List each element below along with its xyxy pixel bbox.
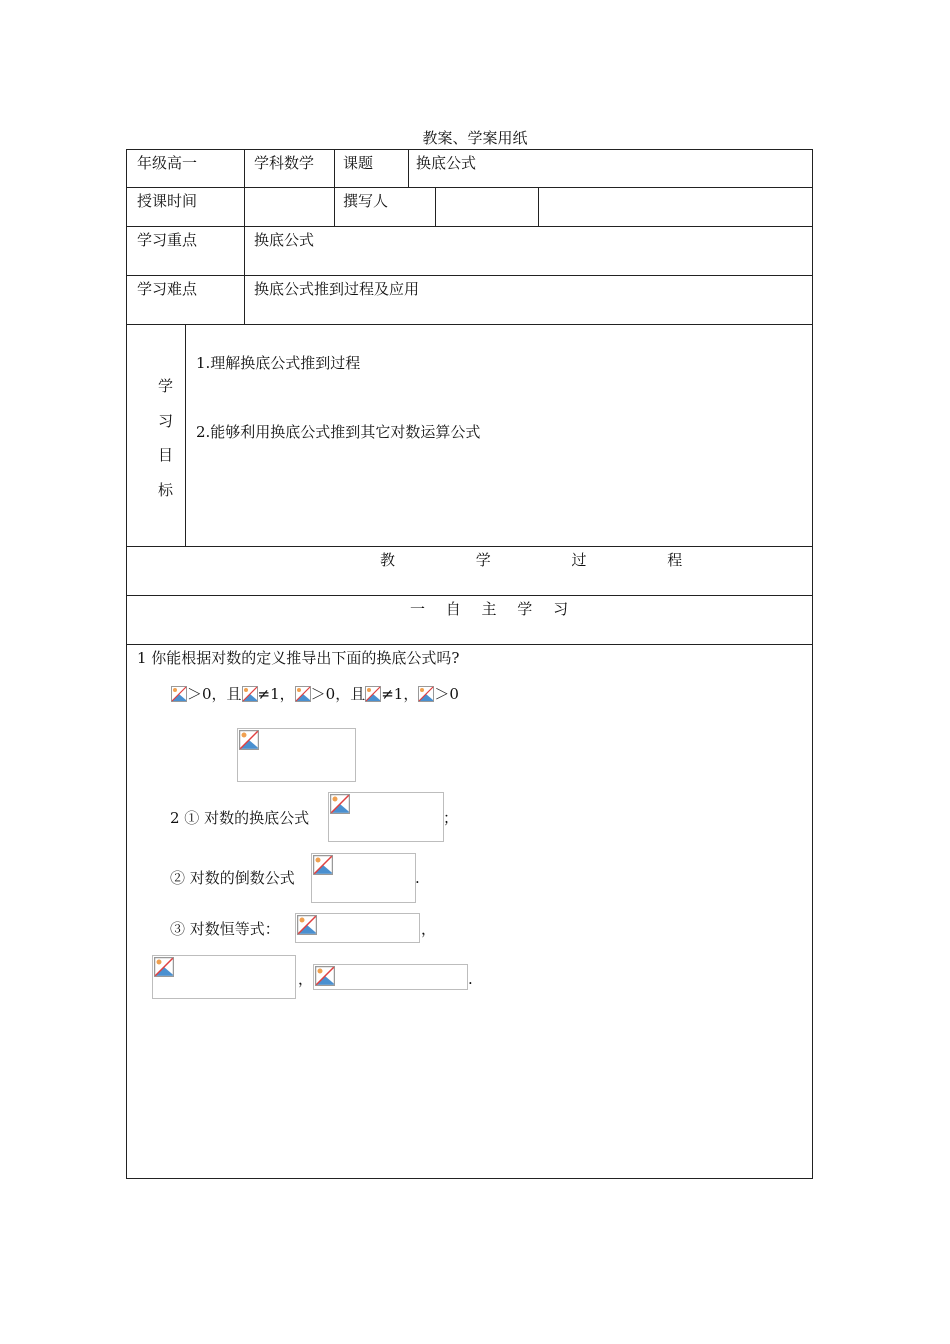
broken-image-icon: [295, 686, 311, 702]
col-divider: [435, 187, 436, 227]
formula-image: [328, 792, 444, 842]
objectives-label-char: 目: [158, 446, 174, 464]
item4-suffix: ，: [421, 920, 437, 938]
condition-text: ＞0，且: [187, 685, 242, 703]
item2-suffix: ；: [443, 809, 459, 827]
key-value: 换底公式: [254, 231, 315, 249]
broken-image-icon: [239, 730, 255, 746]
topic-label: 课题: [343, 154, 374, 172]
broken-image-icon: [418, 686, 434, 702]
item5-comma: ，: [298, 970, 314, 988]
broken-image-icon: [330, 794, 346, 810]
table-border-left: [126, 149, 127, 1179]
item3-suffix: .: [415, 869, 420, 887]
table-border-right: [812, 149, 813, 1179]
objectives-label-char: 学: [158, 377, 174, 395]
broken-image-icon: [242, 686, 258, 702]
objectives-label-char: 标: [158, 481, 174, 499]
objective-item: 2.能够利用换底公式推到其它对数运算公式: [196, 423, 481, 441]
formula-image: [152, 955, 296, 999]
table-border-top: [126, 149, 813, 150]
broken-image-icon: [315, 966, 331, 982]
table-border-bottom: [126, 1178, 813, 1179]
subsection-heading: [410, 599, 576, 619]
formula-image: [295, 913, 420, 943]
row-divider: [126, 275, 813, 276]
time-label: 授课时间: [137, 192, 198, 210]
row-divider: [126, 595, 813, 596]
row-divider: [126, 644, 813, 645]
condition-text: ≠1，: [257, 685, 295, 703]
item3-prefix: ② 对数的倒数公式: [170, 869, 295, 887]
key-label: 学习重点: [137, 231, 198, 249]
section-heading: [380, 550, 720, 570]
formula-image: [313, 964, 468, 990]
item5-period: .: [468, 970, 473, 988]
row-divider: [126, 324, 813, 325]
broken-image-icon: [313, 855, 329, 871]
col-divider: [244, 149, 245, 325]
topic-value: 换底公式: [416, 154, 477, 172]
question-text: 1 你能根据对数的定义推导出下面的换底公式吗?: [137, 649, 460, 667]
formula-image: [237, 728, 356, 782]
formula-image: [311, 853, 416, 903]
conditions-line: [171, 684, 459, 704]
row-divider: [126, 226, 813, 227]
page-title: 教案、学案用纸: [422, 129, 528, 147]
subsection-heading-text: 一 自 主 学 习: [410, 600, 577, 618]
row-divider: [126, 546, 813, 547]
condition-text: ≠1，: [381, 685, 419, 703]
broken-image-icon: [154, 957, 170, 973]
grade-cell: 年级高一: [137, 154, 198, 172]
author-label: 撰写人: [343, 192, 389, 210]
objectives-label-char: 习: [158, 412, 174, 430]
condition-text: ＞0，且: [310, 685, 366, 703]
col-divider: [334, 149, 335, 227]
col-divider: [538, 187, 539, 227]
broken-image-icon: [171, 686, 187, 702]
difficulty-value: 换底公式推到过程及应用: [254, 280, 420, 298]
condition-text: ＞0: [434, 685, 459, 703]
objective-item: 1.理解换底公式推到过程: [196, 354, 361, 372]
section-heading-text: 教 学 过 程: [380, 551, 721, 569]
broken-image-icon: [297, 915, 313, 931]
col-divider: [185, 324, 186, 547]
item4-prefix: ③ 对数恒等式：: [170, 920, 280, 938]
item2-prefix: 2 ① 对数的换底公式: [170, 809, 310, 827]
broken-image-icon: [365, 686, 381, 702]
row-divider: [126, 187, 813, 188]
difficulty-label: 学习难点: [137, 280, 198, 298]
subject-cell: 学科数学: [254, 154, 315, 172]
col-divider: [408, 149, 409, 188]
